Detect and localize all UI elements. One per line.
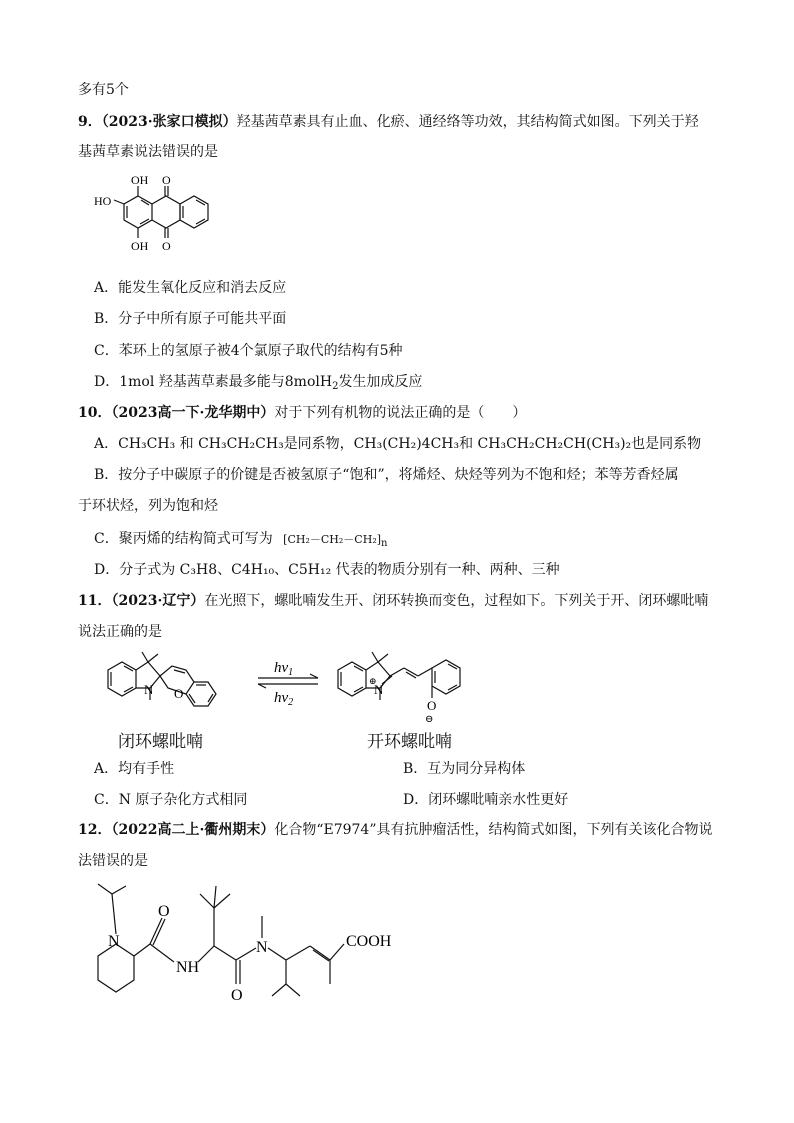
question-number: 12． [78,822,112,838]
question-12-stem [78,820,713,840]
question-text: 羟基茜草素具有止血、化瘀、通经络等功效，其结构简式如图。下列关于羟 [236,114,699,130]
closed-form-label: 闭环螺吡喃 [118,732,203,752]
nitrogen-label: N [144,682,154,697]
oh-label: OH [131,173,149,187]
spiropyran-scheme [88,648,518,738]
option-d-text: D．1mol 羟基茜草素最多能与8molH [94,374,333,390]
oxygen-label: O [158,903,170,920]
open-form-label: 开环螺吡喃 [367,732,452,752]
plus-charge: ⊕ [369,676,377,686]
minus-charge: ⊖ [425,714,434,725]
nitrogen-label: N [108,933,120,950]
light-label-1: $h\nu_1$ [274,660,294,678]
question-12-stem-cont: 法错误的是 [78,853,148,869]
question-number: 10． [78,405,112,421]
previous-question-tail: 多有5个 [78,82,129,98]
option-d [94,372,422,397]
option-d-text-end: 发生加成反应 [338,374,423,390]
option-c [94,529,387,554]
option-b: B．按分子中碳原子的价键是否被氢原子“饱和”，将烯烃、炔烃等列为不饱和烃；苯等芳香烃属 [94,467,679,483]
option-b: B．互为同分异构体 [403,761,526,777]
option-b-cont: 于环状烃，列为饱和烃 [78,498,218,514]
question-11-stem-cont: 说法正确的是 [78,624,162,640]
question-source: （2022高二上·衢州期末） [111,822,275,838]
polymer-formula: [CH₂－CH₂－CH₂]n [283,533,388,549]
ho-label: HO [94,194,112,208]
option-a: A．能发生氧化反应和消去反应 [94,280,287,296]
option-d: D．分子式为 C₃H8、C4H₁₀、C5H₁₂ 代表的物质分别有一种、两种、三种 [94,562,560,578]
option-d: D．闭环螺吡喃亲水性更好 [403,792,569,808]
question-text: 化合物“E7974”具有抗肿瘤活性，结构简式如图，下列有关该化合物说 [274,822,713,838]
e7974-structure [90,880,420,1010]
option-c: C．N 原子杂化方式相同 [94,792,248,808]
question-source: （2023高一下·龙华期中） [111,405,275,421]
option-c-text: C．聚丙烯的结构简式可写为 [94,531,273,547]
option-a: A．均有手性 [94,761,175,777]
question-source: （2023·张家口模拟） [101,114,237,130]
question-9-stem [78,112,699,132]
question-10-stem [78,403,526,423]
option-c: C．苯环上的氢原子被4个氯原子取代的结构有5种 [94,343,403,359]
oxygen-label: O [162,239,171,253]
oxygen-label: O [427,698,437,713]
subscript: 2 [332,381,339,392]
question-9-stem-cont: 基茜草素说法错误的是 [78,144,218,160]
question-text: 在光照下，螺吡喃发生开、闭环转换而变色，过程如下。下列关于开、闭环螺吡喃 [204,593,709,609]
option-b: B．分子中所有原子可能共平面 [94,311,287,327]
light-label-2: $h\nu_2$ [274,690,294,708]
nh-label: NH [176,959,200,976]
question-source: （2023·辽宁） [111,593,205,609]
oxygen-label: O [174,686,184,701]
alizarin-structure [90,172,230,272]
nitrogen-label: N [374,682,384,697]
question-11-stem [78,591,708,611]
option-a: A．CH₃CH₃ 和 CH₃CH₂CH₃是同系物，CH₃(CH₂)4CH₃和 CH₃CH₂CH₂CH(CH₃)₂也是同系物 [94,436,702,452]
nitrogen-label: N [256,939,268,956]
oxygen-label: O [231,987,243,1004]
cooh-label: COOH [346,933,392,950]
question-number: 9． [78,114,102,130]
oxygen-label: O [162,173,171,187]
question-number: 11． [78,593,112,609]
subscript-n: n [381,538,388,549]
oh-label: OH [131,239,149,253]
question-text: 对于下列有机物的说法正确的是（ ） [274,405,527,421]
polymer-repeat-unit: CH₂－CH₂－CH₂ [287,533,377,546]
